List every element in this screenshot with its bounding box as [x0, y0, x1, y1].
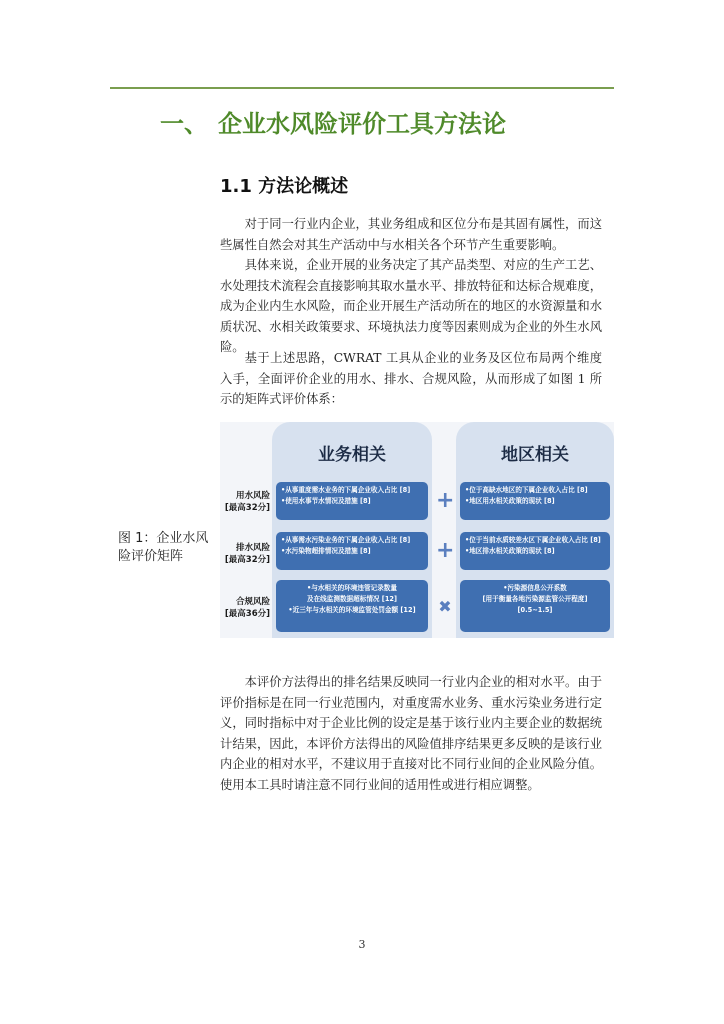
plus-icon: +	[436, 538, 455, 563]
row-label-discharge: 排水风险 [最高32分]	[224, 543, 270, 565]
paragraph-2: 具体来说，企业开展的业务决定了其产品类型、对应的生产工艺、水处理技术流程会直接影响其取水量水平、排放特征和达标合规难度，成为企业内生水风险，而企业开展生产活动所在的地区的水资源量和水质状况、水相关政策要求、环境执法力度等因素则成为企业的外生水风险。	[220, 258, 602, 354]
cell-water-use-business: •从事重度需水业务的下属企业收入占比 [8] •使用水事节水情况及措施 [8]	[276, 482, 428, 520]
row-label-water-use: 用水风险 [最高32分]	[224, 491, 270, 513]
chapter-number: 一、	[160, 110, 208, 138]
cell-compliance-business: •与水相关的环境违管记录数量 及在线监测数据超标情况 [12] •近三年与水相关的环境监管处罚金额 [12]	[276, 580, 428, 632]
header-rule	[110, 87, 614, 89]
cell-compliance-region: •污染源信息公开系数 [用于衡量各地污染源监管公开程度] [0.5~1.5]	[460, 580, 610, 632]
cell-discharge-region: •位于当前水质较差水区下属企业收入占比 [8] •地区排水相关政策的现状 [8]	[460, 532, 610, 570]
business-column-title: 业务相关	[318, 445, 386, 465]
section-title: 1.1 方法论概述	[220, 176, 349, 197]
risk-matrix-figure	[220, 422, 614, 638]
cell-water-use-region: •位于高缺水地区的下属企业收入占比 [8] •地区用水相关政策的现状 [8]	[460, 482, 610, 520]
paragraph-3: 基于上述思路，CWRAT 工具从企业的业务及区位布局两个维度入手，全面评价企业的用水、排水、合规风险，从而形成了如图 1 所示的矩阵式评价体系：	[220, 351, 602, 406]
multiply-icon: ✖	[438, 597, 452, 616]
paragraph-1: 对于同一行业内企业，其业务组成和区位分布是其固有属性，而这些属性自然会对其生产活动中与水相关各个环节产生重要影响。	[220, 217, 602, 252]
page-number: 3	[358, 938, 366, 951]
cell-discharge-business: •从事需水污染业务的下属企业收入占比 [8] •水污染物超排情况及措施 [8]	[276, 532, 428, 570]
region-column-title: 地区相关	[501, 445, 569, 465]
chapter-title: 企业水风险评价工具方法论	[218, 110, 506, 138]
paragraph-4: 本评价方法得出的排名结果反映同一行业内企业的相对水平。由于评价指标是在同一行业范围内，对重度需水业务、重水污染业务进行定义，同时指标中对于企业比例的设定是基于该行业内主要企业的数据统计结果，因此，本评价方法得出的风险值排序结果更多反映的是该行业内企业的相对水平，不建议用于直接对比不同行业间的企业风险分值。使用本工具时请注意不同行业间的适用性或进行相应调整。	[220, 675, 602, 792]
figure-caption: 图 1：企业水风险评价矩阵	[118, 531, 209, 564]
row-label-compliance: 合规风险 [最高36分]	[224, 597, 270, 619]
plus-icon: +	[436, 488, 455, 513]
